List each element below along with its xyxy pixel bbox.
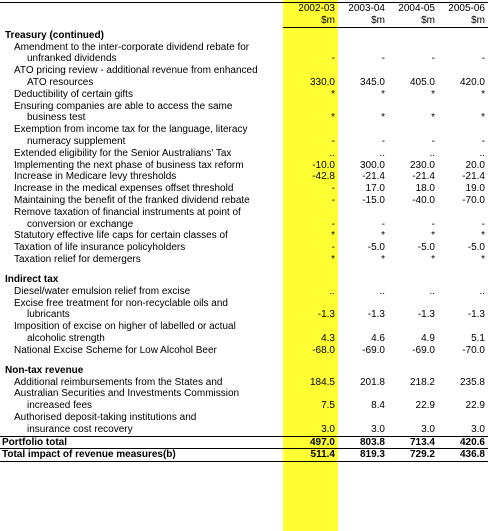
total-value: 819.3 (338, 449, 388, 462)
row-value: -10.0 (312, 159, 335, 171)
row-value: * (381, 230, 385, 242)
table-row (0, 400, 488, 412)
row-label: Diesel/water emulsion relief from excise (14, 285, 191, 297)
row-label: business test (27, 112, 86, 124)
row-value: - (331, 242, 335, 254)
section-blank (438, 27, 488, 42)
row-label: Additional reimbursements from the States and (14, 376, 223, 388)
row-label: Deductibility of certain gifts (14, 88, 133, 100)
row-value: 235.8 (459, 376, 485, 388)
table-row (0, 77, 488, 89)
column-header-year: 2002-03 (283, 3, 338, 15)
row-value: * (331, 112, 335, 124)
section-blank (388, 272, 438, 286)
row-label: Australian Securities and Investments Commission (14, 388, 240, 400)
row-value: -70.0 (462, 344, 485, 356)
row-value: -5.0 (367, 242, 385, 254)
row-value: * (481, 230, 485, 242)
column-header-unit: $m (338, 15, 388, 27)
row-value: 22.9 (415, 400, 435, 412)
table-row (0, 424, 488, 436)
row-label: Taxation relief for demergers (14, 253, 141, 265)
row-value-blank (388, 412, 438, 424)
row-value: - (331, 194, 335, 206)
total-value: 511.4 (283, 449, 338, 462)
row-value: - (431, 53, 435, 65)
row-value: 420.0 (459, 76, 485, 88)
table-row (0, 136, 488, 148)
row-value: - (331, 183, 335, 195)
row-label: Extended eligibility for the Senior Australians' Tax (14, 147, 232, 159)
table-row (0, 65, 488, 77)
header-blank (0, 15, 283, 27)
row-value: * (331, 253, 335, 265)
row-value: 300.0 (359, 159, 385, 171)
row-label: conversion or exchange (27, 218, 134, 230)
row-value: * (431, 112, 435, 124)
row-value: -1.3 (317, 309, 335, 321)
row-label: Exemption from income tax for the language, literacy (14, 124, 248, 136)
row-value: -5.0 (467, 242, 485, 254)
row-value: - (381, 218, 385, 230)
column-header-year: 2003-04 (338, 3, 388, 15)
row-value: .. (479, 147, 485, 159)
row-value-blank (338, 65, 388, 77)
row-value: -42.8 (312, 171, 335, 183)
total-value: 803.8 (338, 436, 388, 449)
row-label: Increase in Medicare levy thresholds (14, 171, 177, 183)
row-label: increased fees (27, 400, 93, 412)
table-row (0, 42, 488, 54)
row-value-blank (438, 65, 488, 77)
row-value-blank (338, 298, 388, 310)
row-label: Authorised deposit-taking institutions and (14, 411, 197, 423)
row-value: 3.0 (471, 423, 485, 435)
row-value-blank (338, 42, 388, 54)
total-value: 729.2 (388, 449, 438, 462)
table-row (0, 101, 488, 113)
row-value: .. (429, 285, 435, 297)
row-value: - (331, 218, 335, 230)
row-value: 7.5 (321, 400, 335, 412)
column-header-units (0, 15, 488, 27)
section-blank (438, 272, 488, 286)
row-value: 22.9 (465, 400, 485, 412)
section-blank (438, 363, 488, 377)
table-row (0, 388, 488, 400)
row-value: - (381, 53, 385, 65)
row-label: Remove taxation of financial instruments at point of (14, 206, 241, 218)
total-label: Portfolio total (0, 436, 283, 449)
row-value-blank (283, 298, 338, 310)
section-blank (388, 363, 438, 377)
row-value: -69.0 (362, 344, 385, 356)
row-value-blank (388, 42, 438, 54)
table-row (0, 309, 488, 321)
table-row (0, 195, 488, 207)
section-blank (338, 272, 388, 286)
row-value: .. (379, 285, 385, 297)
section-title (0, 272, 488, 286)
row-value-blank (338, 207, 388, 219)
row-value: 5.1 (471, 332, 485, 344)
row-value: * (331, 88, 335, 100)
column-header-year: 2004-05 (388, 3, 438, 15)
table-body (0, 3, 488, 462)
row-value: - (431, 218, 435, 230)
row-value-blank (388, 124, 438, 136)
row-value: -21.4 (412, 171, 435, 183)
row-label: ATO pricing review - additional revenue from enhanced (14, 65, 258, 77)
section-blank (283, 363, 338, 377)
row-value-blank (438, 42, 488, 54)
row-value: .. (379, 147, 385, 159)
section-title (0, 27, 488, 42)
row-value: 4.6 (371, 332, 385, 344)
row-value: -21.4 (462, 171, 485, 183)
row-value: .. (429, 147, 435, 159)
column-header-year: 2005-06 (438, 3, 488, 15)
row-label: Increase in the medical expenses offset threshold (14, 183, 234, 195)
portfolio-total-row (0, 436, 488, 449)
row-value: 345.0 (359, 76, 385, 88)
row-value: * (481, 112, 485, 124)
column-header-unit: $m (438, 15, 488, 27)
row-value-blank (338, 388, 388, 400)
row-value: - (431, 135, 435, 147)
row-value: - (381, 135, 385, 147)
row-label: unfranked dividends (27, 53, 117, 65)
revenue-measures-table (0, 2, 488, 462)
row-value-blank (388, 298, 438, 310)
section-title-text: Non-tax revenue (5, 364, 84, 376)
row-value: .. (329, 285, 335, 297)
row-value: -5.0 (417, 242, 435, 254)
table-row (0, 412, 488, 424)
row-value: 4.9 (421, 332, 435, 344)
row-value: 19.0 (465, 183, 485, 195)
row-value: 184.5 (309, 376, 335, 388)
row-value-blank (283, 207, 338, 219)
row-value-blank (338, 124, 388, 136)
row-value-blank (338, 321, 388, 333)
row-value-blank (388, 101, 438, 113)
row-value: - (481, 135, 485, 147)
table-row (0, 321, 488, 333)
table-row (0, 183, 488, 195)
row-value: -40.0 (412, 194, 435, 206)
row-value-blank (438, 388, 488, 400)
row-label: ATO resources (27, 76, 94, 88)
row-label: Excise free treatment for non-recyclable oils and (14, 297, 228, 309)
row-value-blank (438, 321, 488, 333)
table-row (0, 298, 488, 310)
column-header-years (0, 3, 488, 15)
row-value: * (381, 88, 385, 100)
table-row (0, 219, 488, 231)
row-value-blank (438, 298, 488, 310)
total-impact-row (0, 449, 488, 462)
total-value: 497.0 (283, 436, 338, 449)
row-value: - (331, 135, 335, 147)
row-value: 3.0 (321, 423, 335, 435)
row-value: 405.0 (409, 76, 435, 88)
table-row (0, 333, 488, 345)
table-row (0, 242, 488, 254)
table-row (0, 377, 488, 389)
row-value-blank (388, 207, 438, 219)
row-value: 3.0 (421, 423, 435, 435)
row-value: -15.0 (362, 194, 385, 206)
section-blank (283, 272, 338, 286)
row-label: Statutory effective life caps for certain classes of (14, 230, 228, 242)
row-value-blank (283, 124, 338, 136)
row-label: Amendment to the inter-corporate dividend rebate for (14, 41, 250, 53)
row-value-blank (283, 42, 338, 54)
row-value: 230.0 (409, 159, 435, 171)
table-row (0, 148, 488, 160)
row-label: Implementing the next phase of business tax reform (14, 159, 244, 171)
table-row (0, 171, 488, 183)
table-row (0, 207, 488, 219)
table-row (0, 53, 488, 65)
column-header-unit: $m (283, 15, 338, 27)
row-value-blank (438, 412, 488, 424)
row-value: 4.3 (321, 332, 335, 344)
row-label: National Excise Scheme for Low Alcohol Beer (14, 344, 217, 356)
section-title-text: Treasury (continued) (5, 29, 104, 41)
row-value: - (481, 53, 485, 65)
row-value: * (381, 253, 385, 265)
row-value: * (481, 88, 485, 100)
total-label: Total impact of revenue measures(b) (0, 449, 283, 462)
row-value-blank (388, 65, 438, 77)
row-label: Imposition of excise on higher of labelled or actual (14, 321, 236, 333)
row-value-blank (388, 321, 438, 333)
row-value: -69.0 (412, 344, 435, 356)
table-row (0, 254, 488, 266)
table-row (0, 345, 488, 357)
row-value: -68.0 (312, 344, 335, 356)
row-value: 218.2 (409, 376, 435, 388)
table-row (0, 230, 488, 242)
row-value: -70.0 (462, 194, 485, 206)
row-value: .. (329, 147, 335, 159)
table-row (0, 286, 488, 298)
row-value: * (381, 112, 385, 124)
row-value: * (431, 230, 435, 242)
row-value: - (481, 218, 485, 230)
row-value-blank (283, 101, 338, 113)
row-value: * (481, 253, 485, 265)
row-value-blank (283, 412, 338, 424)
row-value: 18.0 (415, 183, 435, 195)
row-value: * (331, 230, 335, 242)
row-value: 17.0 (365, 183, 385, 195)
table-row (0, 124, 488, 136)
row-label: alcoholic strength (27, 332, 105, 344)
row-value: 330.0 (309, 76, 335, 88)
row-value: -21.4 (362, 171, 385, 183)
section-blank (388, 27, 438, 42)
total-value: 436.8 (438, 449, 488, 462)
row-value-blank (438, 207, 488, 219)
row-value: * (431, 88, 435, 100)
row-value: -1.3 (367, 309, 385, 321)
row-label: Ensuring companies are able to access the same (14, 100, 233, 112)
row-value-blank (283, 321, 338, 333)
row-label: insurance cost recovery (27, 423, 133, 435)
section-blank (338, 363, 388, 377)
row-value: -1.3 (467, 309, 485, 321)
row-value-blank (438, 101, 488, 113)
row-value-blank (338, 412, 388, 424)
row-label: numeracy supplement (27, 135, 126, 147)
row-value: 201.8 (359, 376, 385, 388)
row-value: * (431, 253, 435, 265)
row-value: -1.3 (417, 309, 435, 321)
row-label: Taxation of life insurance policyholders (14, 242, 186, 254)
row-value: 3.0 (371, 423, 385, 435)
row-value: 20.0 (465, 159, 485, 171)
total-value: 420.6 (438, 436, 488, 449)
row-value-blank (388, 388, 438, 400)
table-row (0, 89, 488, 101)
row-value-blank (438, 124, 488, 136)
row-value-blank (338, 101, 388, 113)
row-label: Maintaining the benefit of the franked dividend rebate (14, 194, 250, 206)
column-header-unit: $m (388, 15, 438, 27)
row-value: 8.4 (371, 400, 385, 412)
section-title (0, 363, 488, 377)
header-blank (0, 3, 283, 15)
row-value: .. (479, 285, 485, 297)
table-row (0, 112, 488, 124)
row-value: - (331, 53, 335, 65)
row-value-blank (283, 65, 338, 77)
section-blank (283, 27, 338, 42)
section-blank (338, 27, 388, 42)
table-row (0, 160, 488, 172)
section-title-text: Indirect tax (5, 273, 59, 285)
row-label: lubricants (27, 309, 70, 321)
total-value: 713.4 (388, 436, 438, 449)
row-value-blank (283, 388, 338, 400)
